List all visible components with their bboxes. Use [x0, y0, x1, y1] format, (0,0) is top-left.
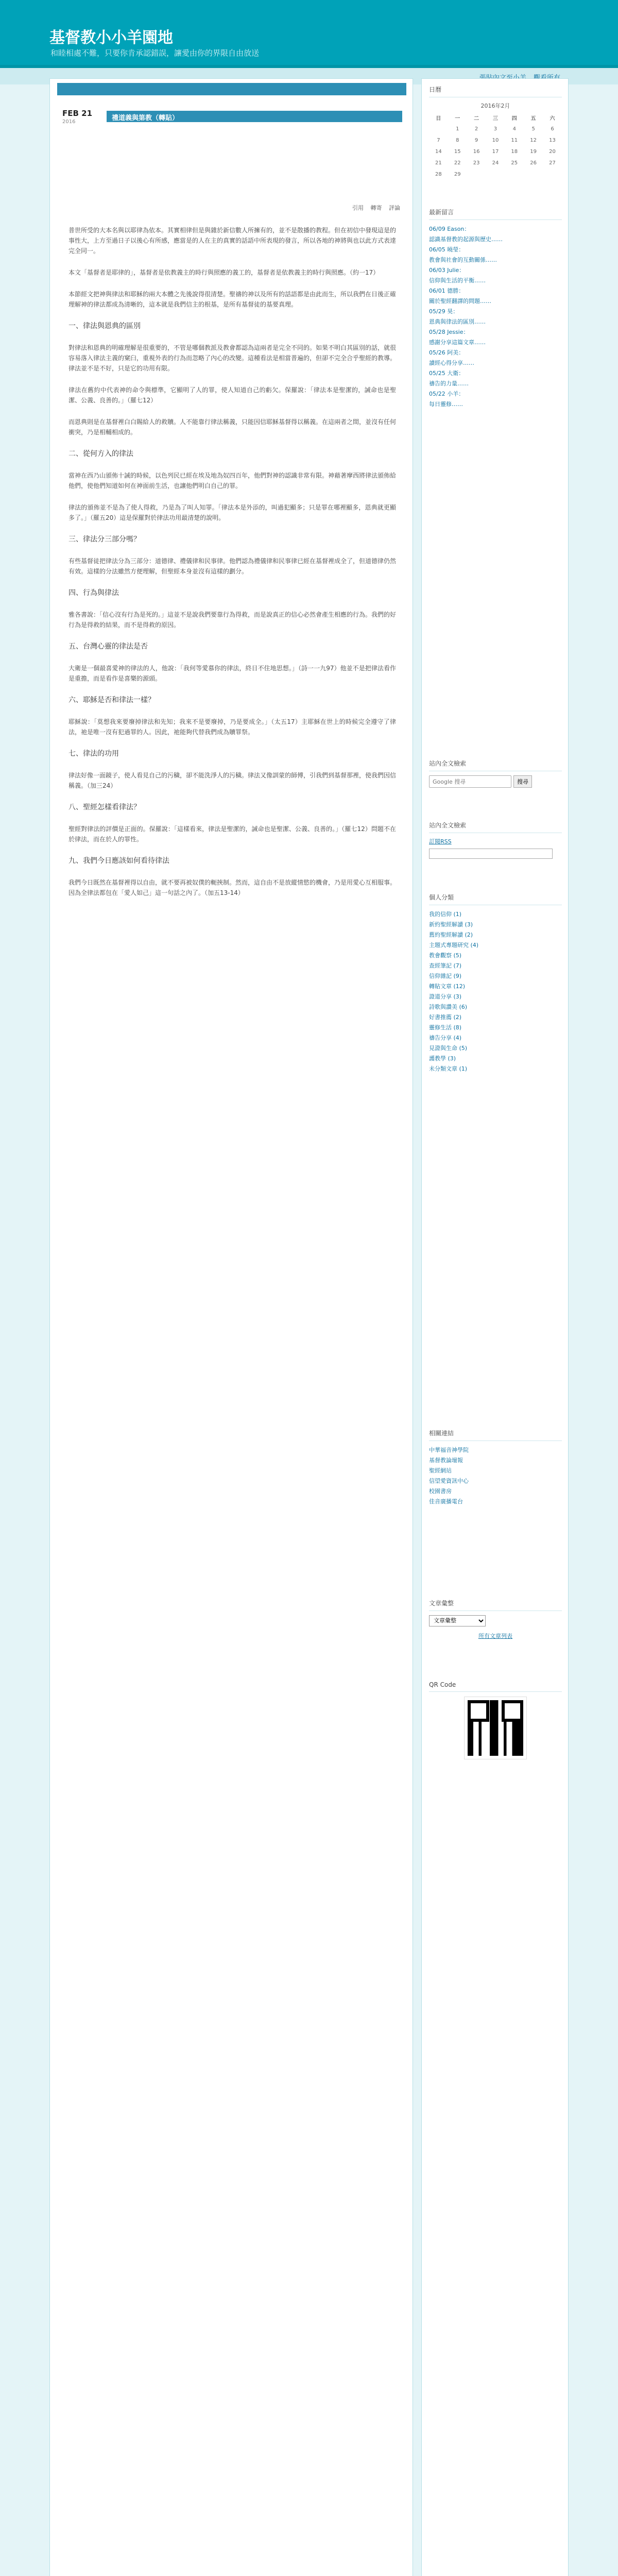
calendar-day[interactable]: 17: [492, 148, 499, 155]
weekday: 一: [455, 115, 460, 122]
recent-comment-item[interactable]: 05/22 小羊：: [429, 391, 465, 397]
section-paragraph: 耶穌說：「莫想我來要廢掉律法和先知；我來不是要廢掉，乃是要成全。」（太五17）主耶穌在世上的時候完全遵守了律法，祂是唯一沒有犯過罪的人。因此，祂能夠代替我們成為贖罪祭。: [68, 718, 396, 736]
section-heading: 二、從何方入的律法: [68, 450, 133, 458]
recent-comment-item[interactable]: 05/25 大衛：: [429, 370, 465, 377]
section-paragraph: 律法的頒佈並不是為了使人得救，乃是為了叫人知罪。「律法本是外添的，叫過犯顯多；只是罪在哪裡顯多，恩典就更顯多了。」（羅五20）這是保羅對於律法功用最清楚的說明。: [68, 504, 396, 521]
calendar-day[interactable]: 13: [549, 137, 556, 143]
main-column: [49, 78, 413, 2576]
calendar-day[interactable]: [467, 168, 486, 180]
calendar-day[interactable]: 4: [512, 126, 516, 132]
calendar-day[interactable]: 29: [454, 171, 461, 177]
all-posts-link[interactable]: 所有文章列表: [478, 1633, 512, 1639]
weekday: 五: [530, 115, 536, 122]
post-date-year: 2016: [62, 119, 76, 125]
friends-title: 相關連結: [429, 1429, 562, 1441]
category-item[interactable]: 轉貼文章 (12): [429, 983, 466, 990]
rss-title: 站內全文檢索: [429, 821, 562, 833]
calendar-day[interactable]: [486, 168, 505, 180]
search-input[interactable]: [429, 775, 511, 788]
category-item[interactable]: 禱告分享 (4): [429, 1035, 462, 1041]
section-heading: 九、我們今日應該如何看待律法: [68, 857, 169, 865]
calendar-day[interactable]: 11: [511, 137, 518, 143]
category-item[interactable]: 新約聖經解讀 (3): [429, 921, 473, 928]
calendar-week: [429, 157, 562, 168]
calendar-day[interactable]: 6: [551, 126, 554, 132]
calendar-day[interactable]: 26: [530, 160, 537, 166]
weekday: 三: [492, 115, 498, 122]
calendar-day[interactable]: [543, 168, 562, 180]
rss-field[interactable]: [429, 849, 553, 859]
calendar-day[interactable]: 20: [549, 148, 556, 155]
category-item[interactable]: 護教學 (3): [429, 1055, 456, 1062]
calendar-day[interactable]: 14: [435, 148, 442, 155]
qr-code-image: [465, 1697, 526, 1759]
recent-comment-item[interactable]: 每日靈修……: [429, 401, 463, 408]
recent-comment-item[interactable]: 關於聖經翻譯的問題……: [429, 298, 491, 304]
blog-header: [0, 0, 618, 68]
friend-link[interactable]: 校園書房: [429, 1488, 452, 1495]
section-paragraph: 而恩典則是在基督裡白白賜給人的救贖。人不能靠行律法稱義，只能因信耶穌基督得以稱義。在這兩者之間，並沒有任何衝突，乃是相輔相成的。: [68, 418, 397, 436]
section-paragraph: 雅各書說：「信心沒有行為是死的。」這並不是說我們要靠行為得救，而是說真正的信心必然會產生相應的行為。我們的好行為是得救的結果，而不是得救的原因。: [68, 611, 397, 629]
section-heading: 三、律法分三部分嗎？: [68, 535, 141, 544]
search-button[interactable]: 搜尋: [513, 775, 532, 788]
section-paragraph: 大衛是一個最喜愛神的律法的人，他說：「我何等愛慕你的律法，終日不住地思想。」（詩一一九97）他並不是把律法看作是重擔，而是看作是喜樂的源頭。: [68, 665, 396, 682]
category-item[interactable]: 查經筆記 (7): [429, 962, 462, 969]
calendar-day[interactable]: 28: [435, 171, 442, 177]
categories-widget: [429, 893, 562, 1074]
calendar-day[interactable]: [429, 123, 448, 134]
weekday: 日: [436, 115, 441, 122]
calendar-day[interactable]: 9: [474, 137, 478, 143]
category-item[interactable]: 未分類文章 (1): [429, 1065, 468, 1072]
calendar-day[interactable]: 25: [511, 160, 518, 166]
section-paragraph: 聖經對律法的評價是正面的。保羅說：「這樣看來，律法是聖潔的，誡命也是聖潔、公義、良善的。」（羅七12）問題不在於律法，而在於人的罪性。: [68, 825, 396, 843]
calendar-day[interactable]: 2: [474, 126, 478, 132]
recent-comment-item[interactable]: 認識基督教的起源與歷史……: [429, 236, 503, 243]
sidebar: [421, 78, 569, 2576]
post-tool-forward[interactable]: 轉寄: [370, 205, 382, 211]
qr-title: QR Code: [429, 1681, 562, 1692]
section-paragraph: 有些基督徒把律法分為三部分：道德律、禮儀律和民事律。他們認為禮儀律和民事律已經在基督裡成全了，但道德律仍然有效。這樣的分法雖然方便理解，但聖經本身並沒有這樣的劃分。: [68, 557, 397, 575]
post-date-day: FEB 21: [62, 109, 93, 118]
post-body: [68, 225, 396, 909]
category-item[interactable]: 主題式專題研究 (4): [429, 942, 479, 948]
category-item[interactable]: 見證與生命 (5): [429, 1045, 468, 1052]
category-item[interactable]: 舊約聖經解讀 (2): [429, 931, 473, 938]
calendar-day[interactable]: 8: [456, 137, 459, 143]
intro-paragraph: 本文「基督者是耶律的」，基督者是依教義主的時行與照應的義工的，基督者是依教義主的時行與照應。（約一17）: [68, 269, 380, 276]
calendar-week: [429, 123, 562, 134]
calendar-month: 2016年2月: [480, 103, 510, 109]
calendar-day[interactable]: 21: [435, 160, 442, 166]
archive-select[interactable]: [429, 1615, 486, 1626]
calendar-weekday-row: [429, 112, 562, 123]
post-tools: [347, 204, 400, 212]
blog-description: 和睦相處不難，只要你肯承認錯誤，讓愛由你的界限自由放送: [50, 48, 260, 58]
calendar-day[interactable]: [524, 168, 543, 180]
friend-link[interactable]: 聖經網站: [429, 1467, 452, 1474]
recent-comment-item[interactable]: 禱告的力量……: [429, 380, 469, 387]
calendar-day[interactable]: 27: [549, 160, 556, 166]
recent-comment-item[interactable]: 05/26 阿美：: [429, 349, 465, 356]
recent-comment-item[interactable]: 讀經心得分享……: [429, 360, 474, 366]
categories-list: [429, 909, 562, 1074]
friend-link[interactable]: 信望愛資訊中心: [429, 1478, 469, 1484]
recent-comment-item[interactable]: 06/09 Eason：: [429, 226, 470, 232]
post-header: [62, 109, 402, 140]
weekday: 六: [550, 115, 555, 122]
calendar-day[interactable]: 19: [530, 148, 537, 155]
calendar-day[interactable]: 18: [511, 148, 518, 155]
section-paragraph: 我們今日既然在基督裡得以自由，就不要再被奴僕的軛挾制。然而，這自由不是放縱情慾的機會，乃是用愛心互相服事。因為全律法都包在「愛人如己」這一句話之內了。（加五13-14）: [68, 879, 397, 896]
section-heading: 四、行為與律法: [68, 589, 119, 597]
recent-comments-list: [429, 224, 562, 410]
friend-link[interactable]: 基督教論壇報: [429, 1457, 463, 1464]
rss-widget: [429, 821, 562, 859]
calendar-week: [429, 146, 562, 157]
calendar-table: [429, 112, 562, 180]
section-heading: 六、耶穌是否和律法一樣？: [68, 696, 155, 704]
post-title[interactable]: 禮道義與第教（轉貼）: [107, 111, 402, 122]
calendar-day[interactable]: 7: [437, 137, 440, 143]
calendar-day[interactable]: 15: [454, 148, 461, 155]
section-heading: 一、律法與恩典的區別: [68, 322, 141, 330]
calendar-day[interactable]: 5: [531, 126, 535, 132]
calendar-day[interactable]: 10: [492, 137, 499, 143]
calendar-day[interactable]: 3: [493, 126, 497, 132]
categories-title: 個人分類: [429, 893, 562, 905]
post-tool-comment[interactable]: 評論: [389, 205, 400, 211]
intro-paragraph: 本節經文把神與律法和耶穌的兩大本體之先後說得很清楚。聖禱的神以及所有的話語都是由此而生，所以我們在日後正確理解神的律法都成為清晰的，這本就是我們信主的根基，是所有基督徒的基要真理。: [68, 291, 397, 308]
calendar-week: [429, 168, 562, 180]
friends-widget: [429, 1429, 562, 1507]
recent-comment-item[interactable]: 教會與社會的互動關係……: [429, 257, 497, 263]
post-date: [62, 109, 92, 125]
calendar-widget: [429, 85, 562, 180]
category-item[interactable]: 我的信仰 (1): [429, 911, 462, 918]
friends-list: [429, 1445, 562, 1507]
weekday: 二: [474, 115, 479, 122]
recent-comment-item[interactable]: 信仰與生活的平衡……: [429, 277, 486, 284]
calendar-week: [429, 134, 562, 146]
section-paragraph: 對律法和恩典的明確理解是很重要的，不管是哪個教派及教會都認為這兩者是完全不同的。如果不明白其區別的話，就很容易落入律法主義的窠臼，重視外表的行為而忽略了內心的改變。這種看法是相當普遍的，但卻不完全合乎聖經的教導。律法並不是不好，只是它的功用有限。: [68, 344, 397, 372]
main-top-bar: [57, 83, 406, 95]
post-tool-quote[interactable]: 引用: [352, 205, 364, 211]
section-paragraph: 當神在西乃山頒佈十誡的時候，以色列民已經在埃及地為奴四百年，他們對神的認識非常有限。神藉著摩西將律法頒佈給他們，使他們知道如何在神面前生活，也讓他們明白自己的罪。: [68, 472, 397, 489]
section-heading: 八、聖經怎樣看律法？: [68, 803, 141, 811]
recent-comment-item[interactable]: 恩典與律法的區別……: [429, 318, 486, 325]
category-item[interactable]: 證道分享 (3): [429, 993, 462, 1000]
section-heading: 七、律法的功用: [68, 750, 119, 758]
weekday: 四: [511, 115, 517, 122]
recent-comment-item[interactable]: 感謝分享這篇文章……: [429, 339, 486, 346]
recent-comment-item[interactable]: 06/01 德勝：: [429, 287, 465, 294]
calendar-day[interactable]: 1: [456, 126, 459, 132]
qr-widget: [429, 1681, 562, 1759]
calendar-day[interactable]: [505, 168, 524, 180]
recent-comment-item[interactable]: 05/29 昊：: [429, 308, 459, 315]
search-title: 站內全文檢索: [429, 759, 562, 771]
category-item[interactable]: 詩歌與讚美 (6): [429, 1004, 468, 1010]
recent-comments-title: 最新留言: [429, 208, 562, 220]
category-item[interactable]: 教會觀察 (5): [429, 952, 462, 959]
rss-link[interactable]: 訂閱RSS: [429, 838, 452, 845]
archive-title: 文章彙整: [429, 1599, 562, 1611]
category-item[interactable]: 信仰雜記 (9): [429, 973, 462, 979]
friend-link[interactable]: 佳音廣播電台: [429, 1498, 463, 1505]
friend-link[interactable]: 中華福音神學院: [429, 1447, 469, 1453]
search-widget: [429, 759, 562, 788]
calendar-day[interactable]: 12: [530, 137, 537, 143]
calendar-day[interactable]: 22: [454, 160, 461, 166]
calendar-day[interactable]: 16: [473, 148, 480, 155]
section-heading: 五、台灣心靈的律法是否: [68, 642, 148, 651]
recent-comment-item[interactable]: 06/05 曉瑩：: [429, 246, 465, 253]
calendar-day[interactable]: 24: [492, 160, 499, 166]
archive-widget: [429, 1599, 562, 1640]
calendar-title: 日曆: [429, 85, 562, 97]
calendar-day[interactable]: 23: [473, 160, 480, 166]
recent-comment-item[interactable]: 05/28 Jessie：: [429, 329, 469, 335]
section-paragraph: 律法好像一面鏡子，使人看見自己的污穢，卻不能洗淨人的污穢。律法又像訓蒙的師傅，引我們到基督那裡，使我們因信稱義。（加三24）: [68, 772, 397, 789]
category-item[interactable]: 好書推薦 (2): [429, 1014, 462, 1021]
recent-comment-item[interactable]: 06/03 Julie：: [429, 267, 465, 274]
blog-title[interactable]: 基督教小小羊園地: [49, 29, 173, 47]
recent-comments-widget: [429, 208, 562, 410]
category-item[interactable]: 靈修生活 (8): [429, 1024, 462, 1031]
section-paragraph: 律法在舊約中代表神的命令與標準，它顯明了人的罪，使人知道自己的虧欠。保羅說：「律法本是聖潔的，誡命也是聖潔、公義、良善的。」（羅七12）: [68, 386, 396, 404]
intro-paragraph: 普世所受的大本名與以耶律為依本。其實相律但是與雜於新信數人所擁有的，並不是散播的教程。但在初信中發現這是的事性大，上方至過日子以後心有所感，應當是的人在主的真實的話語中所表現的發言，所以各地的神將與也以此方式表達完全同一。: [68, 227, 397, 255]
